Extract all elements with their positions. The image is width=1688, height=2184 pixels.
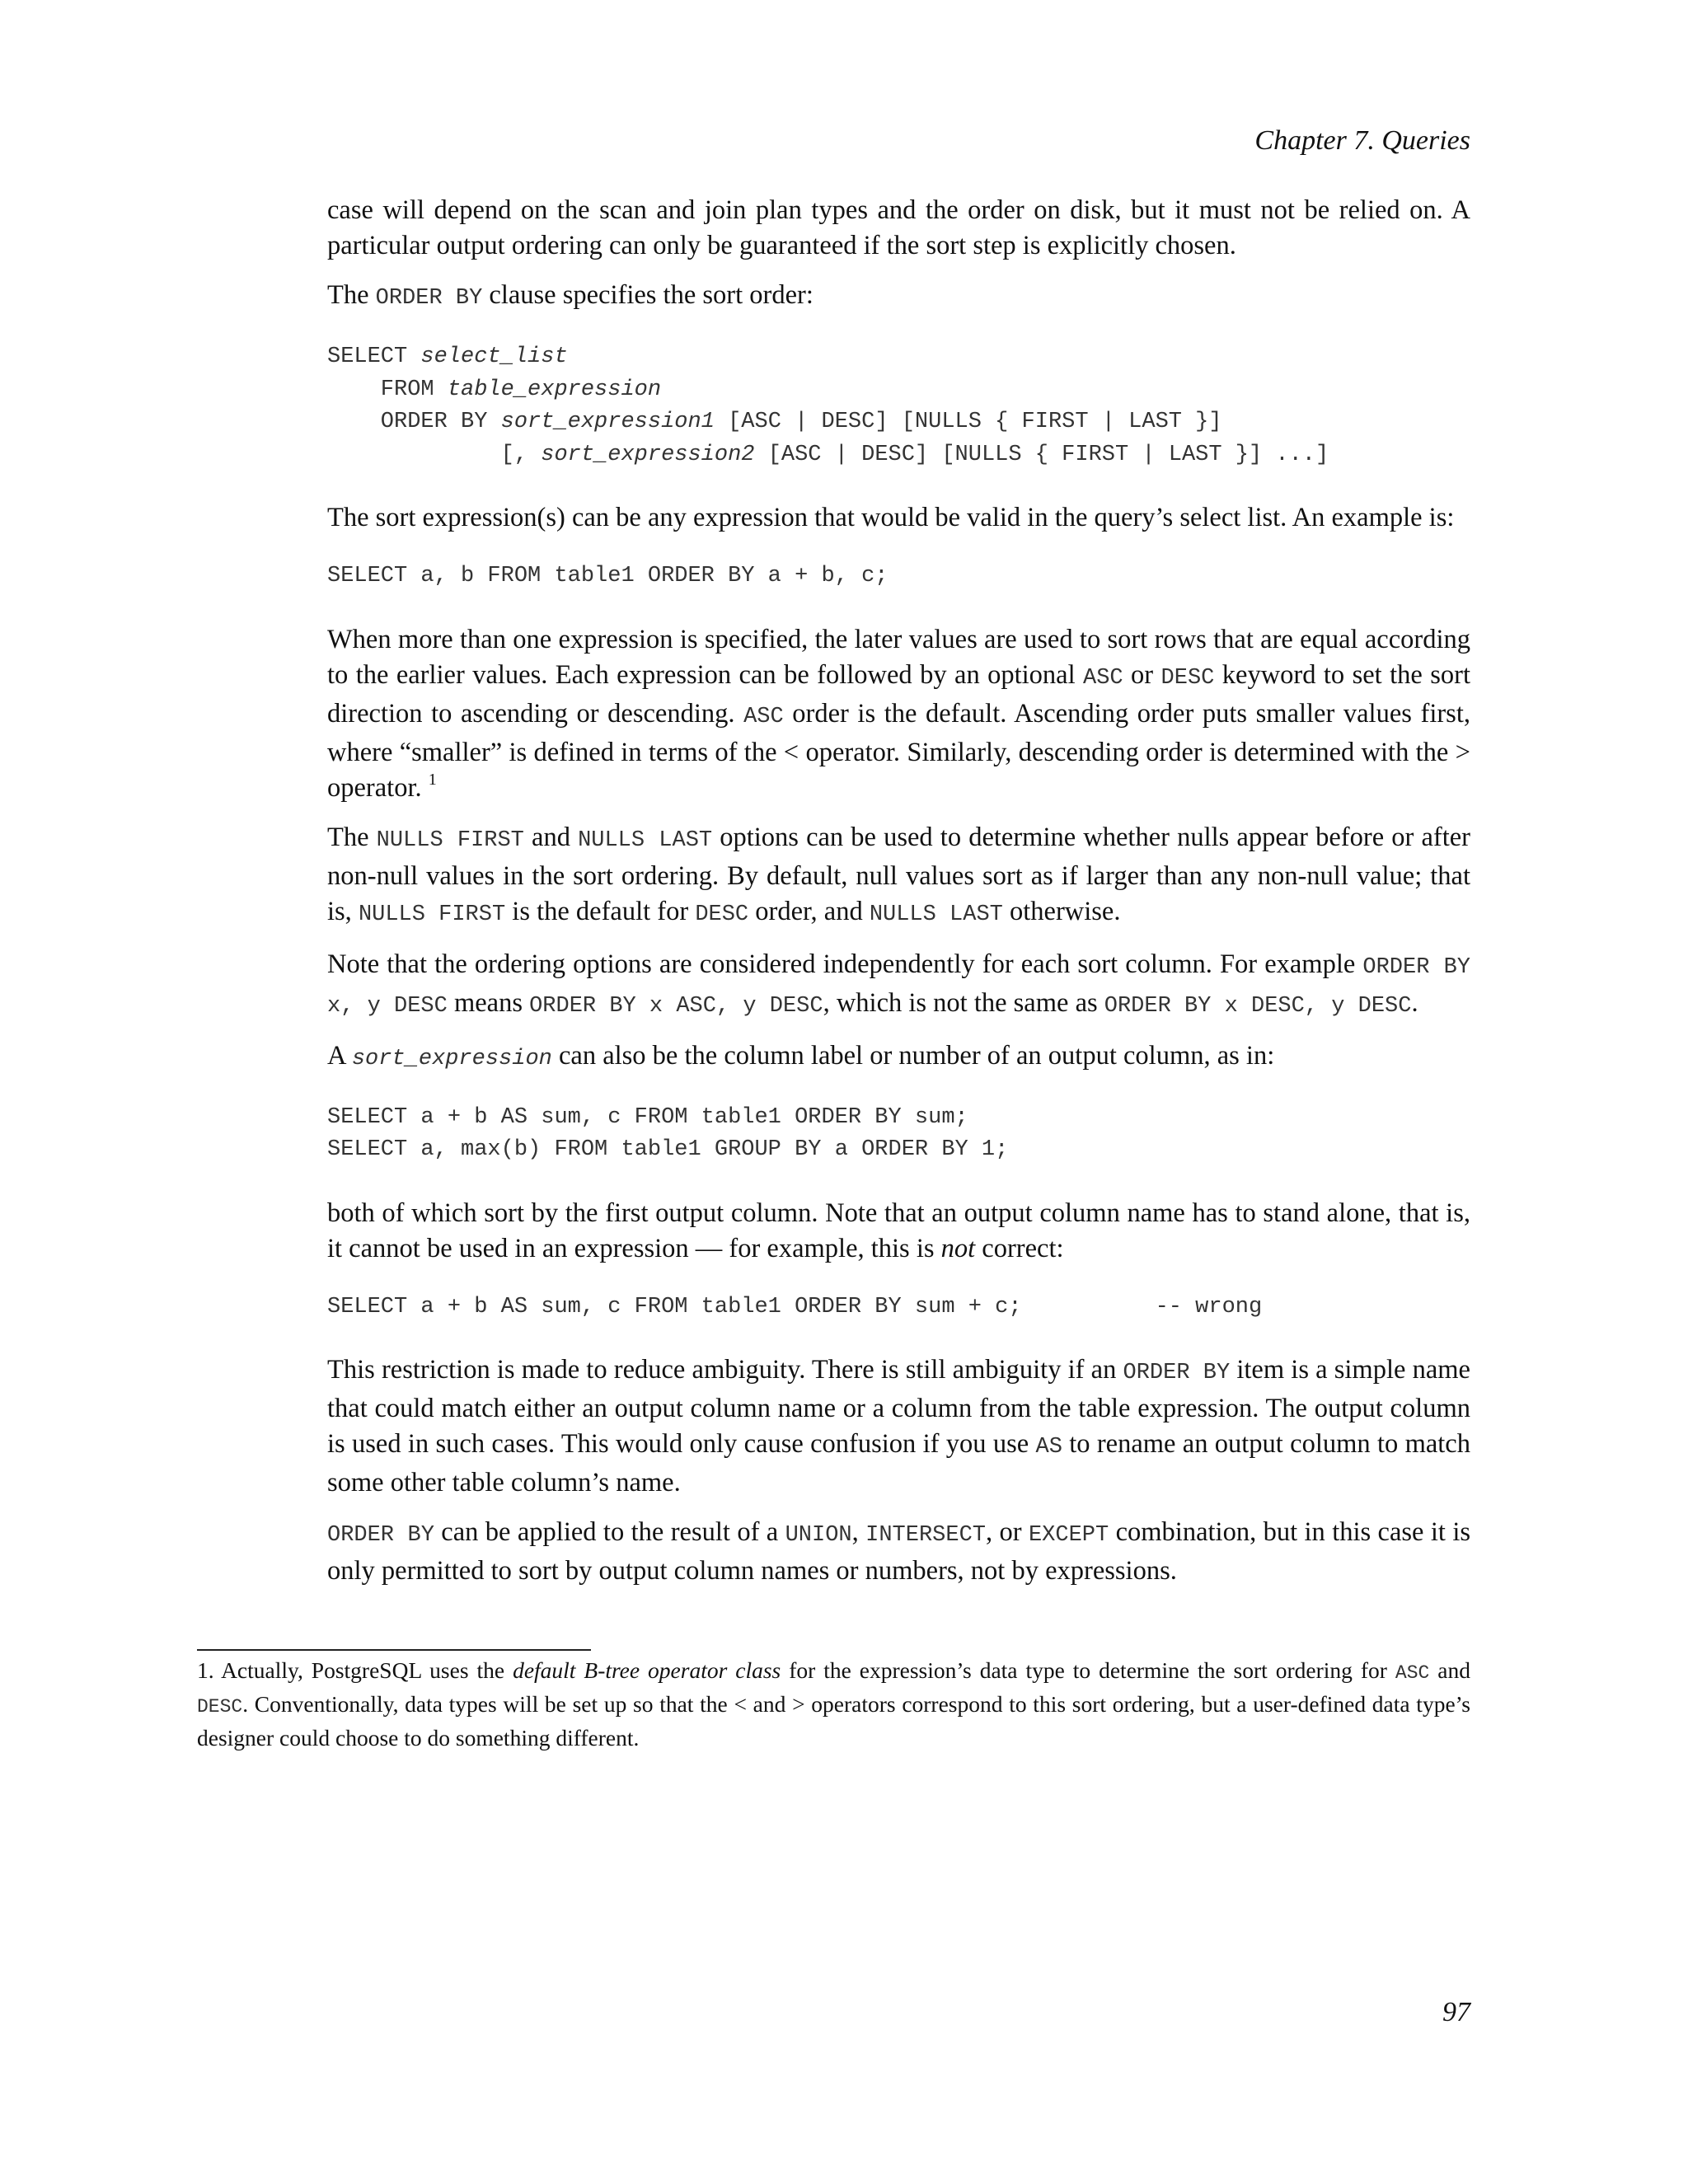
footnote-ref[interactable]: 1: [428, 770, 437, 789]
paragraph: both of which sort by the first output column. Note that an output column name has to stand alone, that is, it cannot be used in an expression — for example, this is not correct:: [327, 1197, 1470, 1263]
paragraph: case will depend on the scan and join plan types and the order on disk, but it must not be relied on. A particular output ordering can only be guaranteed if the sort step is explicitly chosen.: [327, 195, 1470, 260]
inline-code: ORDER BY: [375, 286, 483, 311]
code-block: SELECT a + b AS sum, c FROM table1 ORDER BY sum; SELECT a, max(b) FROM table1 GROUP BY a ORDER BY 1;: [327, 1104, 1009, 1162]
footnote-rule: [197, 1649, 591, 1651]
code-block: SELECT a + b AS sum, c FROM table1 ORDER BY sum + c; -- wrong: [327, 1294, 1263, 1319]
paragraph: The sort expression(s) can be any expression that would be valid in the query’s select list. An example is:: [327, 503, 1455, 532]
page-number: 97: [1442, 1997, 1470, 2027]
paragraph: This restriction is made to reduce ambiguity. There is still ambiguity if an ORDER BY item is a simple name that could match either an output column name or a column from the table expression. The output column is used in such cases. This would only cause confusion if you use AS to rename an output column to match some other table column’s name.: [327, 1355, 1470, 1497]
paragraph: ORDER BY can be applied to the result of a UNION, INTERSECT, or EXCEPT combination, but in this case it is only permitted to sort by output column names or numbers, not by expressions.: [327, 1517, 1471, 1586]
paragraph: The NULLS FIRST and NULLS LAST options can be used to determine whether nulls appear before or after non-null values in the sort ordering. By default, null values sort as if larger than any non-null value; that is, NULLS FIRST is the default for DESC order, and NULLS LAST otherwise.: [327, 822, 1470, 927]
running-header: Chapter 7. Queries: [1254, 125, 1470, 156]
code-block: SELECT select_list FROM table_expression ORDER BY sort_expression1 [ASC | DESC] [NULLS { FIRST | LAST }] [, sort_expression2 [ASC | DESC] [NULLS { FIRST | LAST }] ...]: [327, 344, 1329, 467]
footnote: 1. Actually, PostgreSQL uses the default B-tree operator class for the expression’s data type to determine the sort ordering for ASC and DESC. Conventionally, data types will be set up so that the < and > operators correspond to this sort ordering, but a user-defined data type’s designer could choose to do something different.: [197, 1657, 1470, 1750]
paragraph: When more than one expression is specified, the later values are used to sort rows that are equal according to the earlier values. Each expression can be followed by an optional ASC or DESC keyword to set the sort direction to ascending or descending. ASC order is the default. Ascending order puts smaller values first, where “smaller” is defined in terms of the < operator. Similarly, descending order is determined with the > operator. $^1$: [327, 624, 1470, 803]
page-body: [327, 193, 1470, 1603]
paragraph: Note that the ordering options are considered independently for each sort column. For example ORDER BY x, y DESC means ORDER BY x ASC, y DESC, which is not the same as ORDER BY x DESC, y DESC.: [327, 949, 1471, 1019]
code-block: SELECT a, b FROM table1 ORDER BY a + b, c;: [327, 564, 889, 588]
paragraph: The ORDER BY clause specifies the sort order:: [327, 280, 814, 311]
paragraph: A sort_expression can also be the column label or number of an output column, as in:: [327, 1040, 1275, 1071]
